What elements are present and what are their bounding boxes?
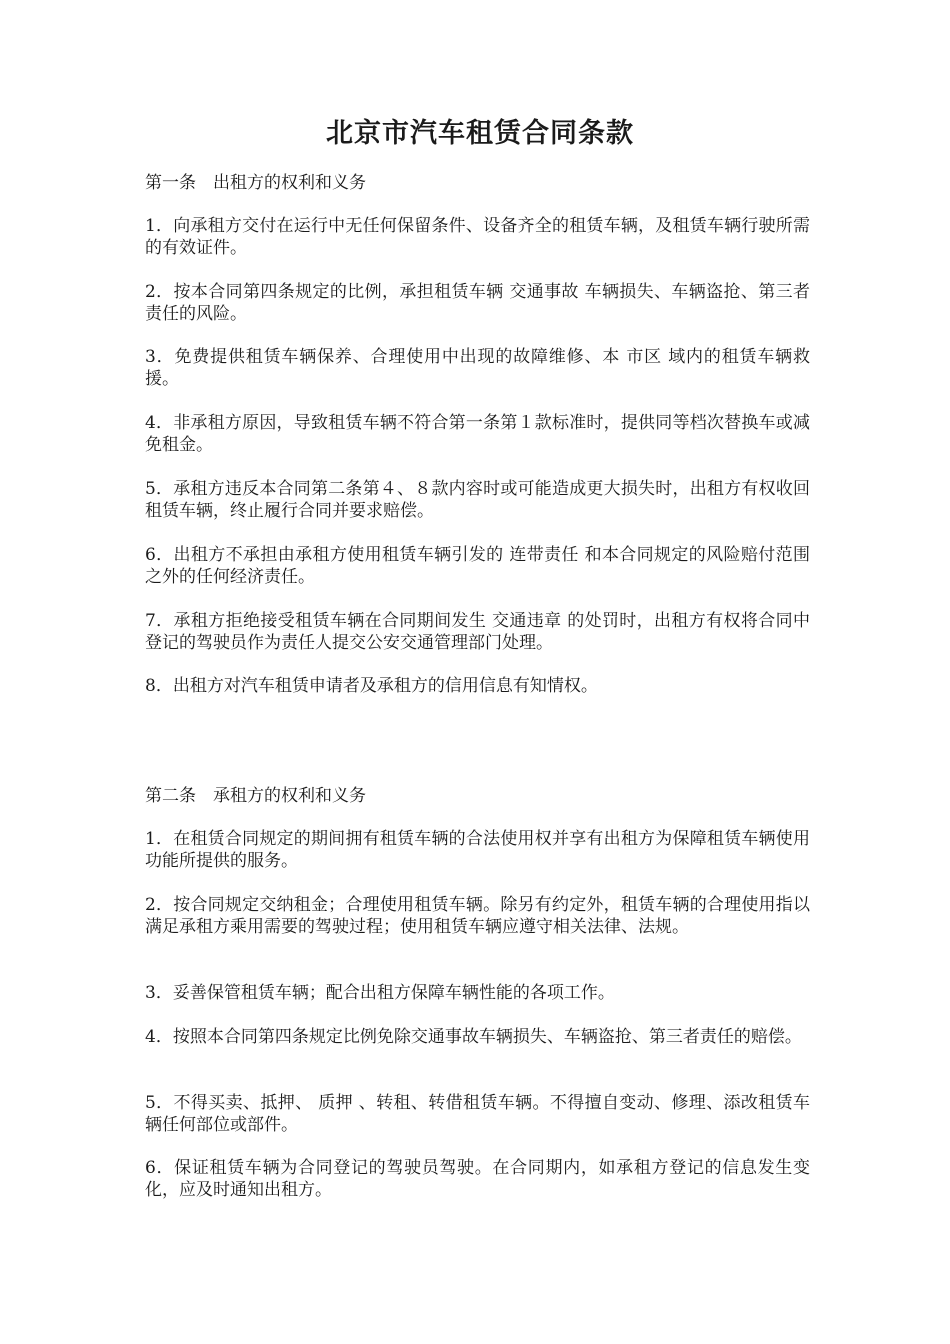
section-1-clause-5: 5．承租方违反本合同第二条第４、８款内容时或可能造成更大损失时，出租方有权收回租赁车辆，终止履行合同并要求赔偿。	[145, 479, 810, 521]
section-1-clause-2: 2．按本合同第四条规定的比例，承担租赁车辆 交通事故 车辆损失、车辆盗抢、第三者责任的风险。	[145, 282, 810, 324]
section-2-clause-2: 2．按合同规定交纳租金；合理使用租赁车辆。除另有约定外，租赁车辆的合理使用指以满足承租方乘用需要的驾驶过程；使用租赁车辆应遵守相关法律、法规。	[145, 895, 810, 937]
section-2-heading: 第二条 承租方的权利和义务	[145, 786, 366, 806]
section-2-clause-3: 3．妥善保管租赁车辆；配合出租方保障车辆性能的各项工作。	[145, 983, 615, 1003]
document-title: 北京市汽车租赁合同条款	[326, 118, 634, 149]
section-1-clause-1: 1．向承租方交付在运行中无任何保留条件、设备齐全的租赁车辆，及租赁车辆行驶所需的有效证件。	[145, 216, 810, 258]
section-1-clause-8: 8．出租方对汽车租赁申请者及承租方的信用信息有知情权。	[145, 676, 598, 696]
section-2-clause-6: 6．保证租赁车辆为合同登记的驾驶员驾驶。在合同期内，如承租方登记的信息发生变化，应及时通知出租方。	[145, 1158, 810, 1200]
section-1-clause-6: 6．出租方不承担由承租方使用租赁车辆引发的 连带责任 和本合同规定的风险赔付范围之外的任何经济责任。	[145, 545, 810, 587]
section-2-clause-4: 4．按照本合同第四条规定比例免除交通事故车辆损失、车辆盗抢、第三者责任的赔偿。	[145, 1027, 802, 1047]
section-2-clause-5: 5．不得买卖、抵押、 质押 、转租、转借租赁车辆。不得擅自变动、修理、添改租赁车辆任何部位或部件。	[145, 1093, 810, 1135]
section-1-clause-3: 3．免费提供租赁车辆保养、合理使用中出现的故障维修、本 市区 域内的租赁车辆救援。	[145, 347, 810, 389]
section-1-clause-4: 4．非承租方原因，导致租赁车辆不符合第一条第１款标准时，提供同等档次替换车或减免租金。	[145, 413, 810, 455]
section-1-clause-7: 7．承租方拒绝接受租赁车辆在合同期间发生 交通违章 的处罚时，出租方有权将合同中登记的驾驶员作为责任人提交公安交通管理部门处理。	[145, 611, 810, 653]
section-1-heading: 第一条 出租方的权利和义务	[145, 173, 366, 193]
section-2-clause-1: 1．在租赁合同规定的期间拥有租赁车辆的合法使用权并享有出租方为保障租赁车辆使用功能所提供的服务。	[145, 829, 810, 871]
